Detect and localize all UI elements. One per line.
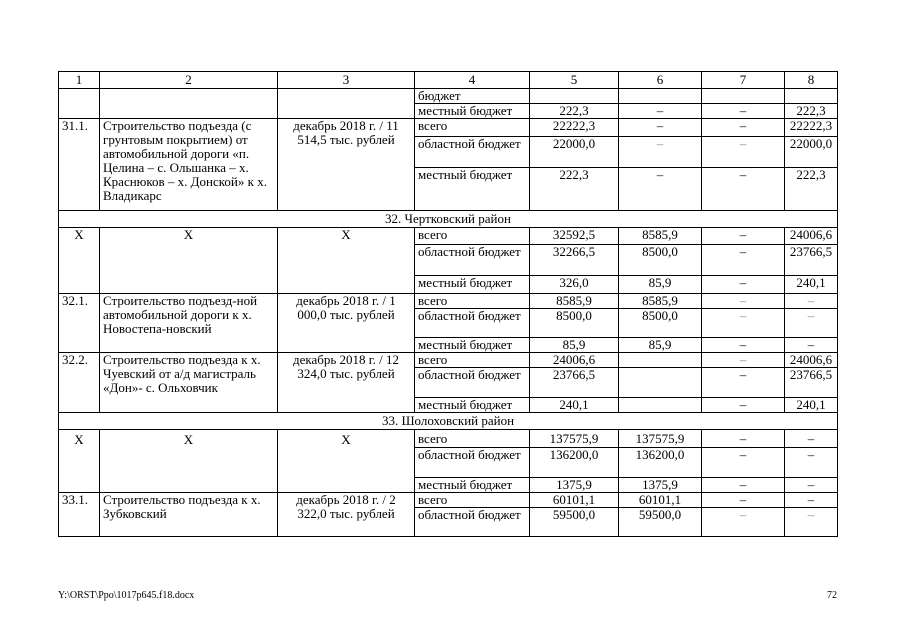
value-cell: 24006,6: [785, 353, 838, 368]
value-cell: 23766,5: [785, 245, 838, 276]
source-cell: всего: [415, 430, 530, 448]
value-cell: –: [702, 137, 785, 168]
source-cell: всего: [415, 294, 530, 309]
value-cell: –: [785, 448, 838, 478]
source-cell: всего: [415, 493, 530, 508]
value-cell: –: [785, 309, 838, 338]
table-row: [59, 493, 838, 508]
col-header: 8: [785, 72, 838, 89]
num-cell: [59, 89, 100, 119]
value-cell: 85,9: [530, 338, 619, 353]
source-cell: всего: [415, 119, 530, 137]
value-cell: –: [785, 478, 838, 493]
value-cell: –: [619, 137, 702, 168]
value-cell: –: [785, 430, 838, 448]
value-cell: –: [702, 294, 785, 309]
value-cell: 137575,9: [530, 430, 619, 448]
value-cell: –: [702, 276, 785, 294]
table-header-row: [59, 72, 838, 89]
num-cell: 31.1.: [59, 119, 100, 211]
source-cell: областной бюджет: [415, 245, 530, 276]
value-cell: 240,1: [530, 398, 619, 413]
program-table: [58, 71, 838, 537]
desc-cell: Х: [100, 228, 278, 294]
source-cell: всего: [415, 228, 530, 245]
term-cell: Х: [278, 430, 415, 493]
value-cell: [619, 398, 702, 413]
desc-cell: Х: [100, 430, 278, 493]
value-cell: 222,3: [530, 104, 619, 119]
value-cell: 1375,9: [619, 478, 702, 493]
source-cell: областной бюджет: [415, 309, 530, 338]
source-cell: местный бюджет: [415, 478, 530, 493]
value-cell: –: [702, 228, 785, 245]
source-cell: областной бюджет: [415, 448, 530, 478]
table-row: [59, 89, 838, 104]
value-cell: 23766,5: [530, 368, 619, 398]
value-cell: 240,1: [785, 276, 838, 294]
term-cell: [278, 89, 415, 119]
section-row: [59, 211, 838, 228]
value-cell: 8500,0: [619, 309, 702, 338]
value-cell: –: [702, 104, 785, 119]
value-cell: 1375,9: [530, 478, 619, 493]
value-cell: [619, 89, 702, 104]
desc-cell: Строительство подъезда (с грунтовым покрытием) от автомобильной дороги «п. Целина – с. Ольшанка – х. Краснюков – х. Донской» к х. Владикарс: [100, 119, 278, 211]
col-header: 4: [415, 72, 530, 89]
source-cell: местный бюджет: [415, 338, 530, 353]
value-cell: –: [702, 309, 785, 338]
source-cell: местный бюджет: [415, 276, 530, 294]
value-cell: 22000,0: [530, 137, 619, 168]
table-row: [59, 119, 838, 137]
table-row: [59, 294, 838, 309]
value-cell: [702, 89, 785, 104]
section-row: [59, 413, 838, 430]
col-header: 6: [619, 72, 702, 89]
value-cell: 22000,0: [785, 137, 838, 168]
value-cell: –: [619, 119, 702, 137]
source-cell: всего: [415, 353, 530, 368]
value-cell: 32592,5: [530, 228, 619, 245]
value-cell: 59500,0: [619, 508, 702, 537]
col-header: 7: [702, 72, 785, 89]
value-cell: 8585,9: [530, 294, 619, 309]
value-cell: –: [702, 168, 785, 211]
num-cell: 33.1.: [59, 493, 100, 537]
num-cell: Х: [59, 228, 100, 294]
value-cell: –: [702, 448, 785, 478]
num-cell: Х: [59, 430, 100, 493]
value-cell: –: [702, 119, 785, 137]
value-cell: 137575,9: [619, 430, 702, 448]
value-cell: 22222,3: [530, 119, 619, 137]
value-cell: –: [702, 353, 785, 368]
desc-cell: Строительство подъезда к х. Чуевский от а/д магистраль «Дон»- с. Ольховчик: [100, 353, 278, 413]
value-cell: –: [785, 493, 838, 508]
table-row: [59, 353, 838, 368]
value-cell: –: [702, 368, 785, 398]
desc-cell: Строительство подъезд-ной автомобильной дороги к х. Новостепа-новский: [100, 294, 278, 353]
value-cell: –: [702, 398, 785, 413]
value-cell: –: [619, 104, 702, 119]
value-cell: –: [702, 430, 785, 448]
page-number: 72: [827, 590, 837, 601]
value-cell: [619, 353, 702, 368]
value-cell: 8585,9: [619, 228, 702, 245]
value-cell: 85,9: [619, 338, 702, 353]
value-cell: 222,3: [785, 168, 838, 211]
file-path-footer: Y:\ORST\Ppo\1017p645.f18.docx: [58, 590, 195, 601]
value-cell: 8500,0: [619, 245, 702, 276]
col-header: 1: [59, 72, 100, 89]
value-cell: –: [702, 478, 785, 493]
value-cell: 136200,0: [530, 448, 619, 478]
term-cell: декабрь 2018 г. / 2 322,0 тыс. рублей: [278, 493, 415, 537]
value-cell: 222,3: [530, 168, 619, 211]
source-cell: областной бюджет: [415, 508, 530, 537]
source-cell: областной бюджет: [415, 137, 530, 168]
source-cell: местный бюджет: [415, 398, 530, 413]
value-cell: –: [785, 294, 838, 309]
value-cell: –: [702, 338, 785, 353]
value-cell: –: [785, 508, 838, 537]
value-cell: 59500,0: [530, 508, 619, 537]
table-row: [59, 228, 838, 245]
source-cell: местный бюджет: [415, 168, 530, 211]
value-cell: –: [785, 338, 838, 353]
col-header: 5: [530, 72, 619, 89]
value-cell: 32266,5: [530, 245, 619, 276]
section-title: 33. Шолоховский район: [59, 413, 838, 430]
value-cell: –: [702, 493, 785, 508]
col-header: 2: [100, 72, 278, 89]
value-cell: [619, 368, 702, 398]
term-cell: декабрь 2018 г. / 12 324,0 тыс. рублей: [278, 353, 415, 413]
value-cell: 8585,9: [619, 294, 702, 309]
value-cell: 60101,1: [530, 493, 619, 508]
source-cell: областной бюджет: [415, 368, 530, 398]
term-cell: декабрь 2018 г. / 1 000,0 тыс. рублей: [278, 294, 415, 353]
value-cell: 85,9: [619, 276, 702, 294]
value-cell: –: [619, 168, 702, 211]
value-cell: –: [702, 245, 785, 276]
table-row: [59, 430, 838, 448]
value-cell: 24006,6: [530, 353, 619, 368]
value-cell: 22222,3: [785, 119, 838, 137]
desc-cell: Строительство подъезда к х. Зубковский: [100, 493, 278, 537]
source-cell: бюджет: [415, 89, 530, 104]
value-cell: 8500,0: [530, 309, 619, 338]
num-cell: 32.2.: [59, 353, 100, 413]
value-cell: [530, 89, 619, 104]
value-cell: 23766,5: [785, 368, 838, 398]
desc-cell: [100, 89, 278, 119]
num-cell: 32.1.: [59, 294, 100, 353]
value-cell: 136200,0: [619, 448, 702, 478]
value-cell: 240,1: [785, 398, 838, 413]
section-title: 32. Чертковский район: [59, 211, 838, 228]
value-cell: [785, 89, 838, 104]
value-cell: 222,3: [785, 104, 838, 119]
value-cell: 24006,6: [785, 228, 838, 245]
source-cell: местный бюджет: [415, 104, 530, 119]
value-cell: 60101,1: [619, 493, 702, 508]
value-cell: –: [702, 508, 785, 537]
value-cell: 326,0: [530, 276, 619, 294]
col-header: 3: [278, 72, 415, 89]
term-cell: Х: [278, 228, 415, 294]
term-cell: декабрь 2018 г. / 11 514,5 тыс. рублей: [278, 119, 415, 211]
